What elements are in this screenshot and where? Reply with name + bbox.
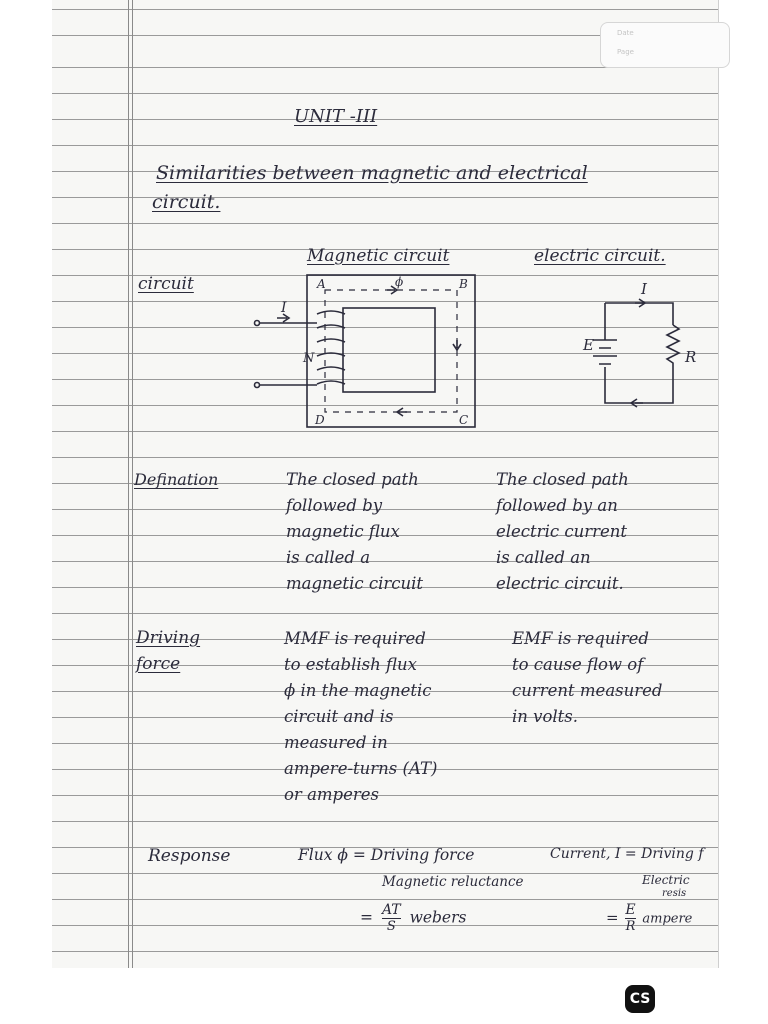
page-label: Page — [617, 48, 634, 56]
coil-current-label: I — [281, 300, 287, 316]
heading-line1: Similarities between magnetic and electrical — [156, 162, 588, 184]
equals-sign: = — [360, 908, 373, 927]
driving-electric-line: in volts. — [512, 707, 579, 726]
response-electric-line2b: resis — [662, 888, 687, 899]
driving-electric-line: to cause flow of — [512, 655, 644, 674]
unit-title: UNIT -III — [294, 106, 378, 127]
date-label: Date — [617, 29, 634, 37]
response-electric-denominator — [642, 874, 690, 900]
corner-label-d: D — [315, 413, 325, 427]
response-electric-formula: Current, I = Driving f — [550, 846, 704, 862]
definition-electric-line: electric current — [496, 522, 627, 541]
definition-magnetic-line: is called a — [286, 548, 371, 567]
definition-magnetic-line: magnetic flux — [286, 522, 400, 541]
resistor-symbol — [667, 325, 679, 372]
corner-label-b: B — [459, 277, 468, 291]
response-magnetic-simplified — [360, 902, 466, 935]
core-window-outline — [343, 308, 435, 392]
driving-magnetic-line: circuit and is — [284, 707, 394, 726]
terminal-top — [255, 321, 260, 326]
corner-label-a: A — [317, 277, 326, 291]
response-magnetic-denominator: Magnetic reluctance — [382, 874, 524, 890]
row-label-definition: Defination — [134, 470, 219, 489]
definition-electric-line: is called an — [496, 548, 591, 567]
fraction-numerator: E — [625, 902, 636, 918]
margin-line — [128, 0, 129, 968]
emf-label: E — [583, 336, 594, 354]
response-magnetic-line1: Flux ϕ = Driving force — [298, 846, 475, 864]
battery-symbol — [593, 340, 617, 364]
equals-sign: = — [606, 908, 619, 927]
row-label-response: Response — [148, 846, 231, 866]
definition-magnetic — [286, 467, 423, 597]
definition-electric-line: electric circuit. — [496, 574, 624, 593]
current-unit: ampere — [642, 911, 693, 927]
core-outer-outline — [307, 275, 475, 427]
row-label-force: force — [136, 654, 181, 674]
coil-winding — [317, 311, 345, 384]
date-box — [600, 22, 730, 68]
fraction-numerator: AT — [381, 902, 401, 918]
driving-electric-line: EMF is required — [512, 629, 649, 648]
definition-electric-line: The closed path — [496, 470, 629, 489]
definition-electric-line: followed by an — [496, 496, 618, 515]
fraction-denominator: R — [625, 919, 636, 934]
fraction-at-over-s — [382, 902, 401, 935]
heading-line2: circuit. — [152, 191, 221, 213]
driving-force-magnetic — [284, 626, 437, 808]
driving-magnetic-line: MMF is required — [284, 629, 426, 648]
definition-magnetic-line: The closed path — [286, 470, 419, 489]
turns-label: N — [303, 351, 315, 366]
fraction-e-over-r — [625, 902, 635, 935]
electric-current-label: I — [641, 280, 647, 298]
definition-electric — [496, 467, 629, 597]
driving-magnetic-line: ampere-turns (AT) — [284, 759, 438, 778]
flux-label: ϕ — [395, 275, 404, 289]
driving-electric-line: current measured — [512, 681, 663, 700]
driving-magnetic-line: to establish flux — [284, 655, 417, 674]
row-label-circuit: circuit — [138, 274, 194, 294]
circuit-diagrams — [281, 270, 727, 440]
electric-circuit-heading: electric circuit. — [534, 246, 666, 266]
magnetic-circuit-heading: Magnetic circuit — [307, 246, 450, 266]
response-electric-simplified — [606, 902, 692, 935]
row-label-driving: Driving — [136, 628, 201, 648]
response-magnetic-formula — [298, 846, 474, 864]
driving-magnetic-line: or amperes — [284, 785, 379, 804]
driving-magnetic-line: ϕ in the magnetic — [284, 681, 432, 700]
terminal-bottom — [255, 383, 260, 388]
corner-label-c: C — [459, 413, 469, 427]
flux-arrow-right — [453, 340, 461, 350]
wire-bottom — [605, 367, 673, 403]
definition-magnetic-line: magnetic circuit — [286, 574, 424, 593]
resistor-label: R — [685, 348, 697, 366]
camscanner-logo-icon: CS — [625, 985, 655, 1013]
driving-force-electric — [512, 626, 662, 730]
notebook-page — [52, 0, 719, 968]
driving-magnetic-line: measured in — [284, 733, 388, 752]
fraction-denominator: S — [386, 919, 396, 934]
flux-unit: webers — [409, 908, 467, 927]
definition-magnetic-line: followed by — [286, 496, 383, 515]
response-electric-line2: Electric — [642, 873, 690, 887]
margin-line — [132, 0, 133, 968]
